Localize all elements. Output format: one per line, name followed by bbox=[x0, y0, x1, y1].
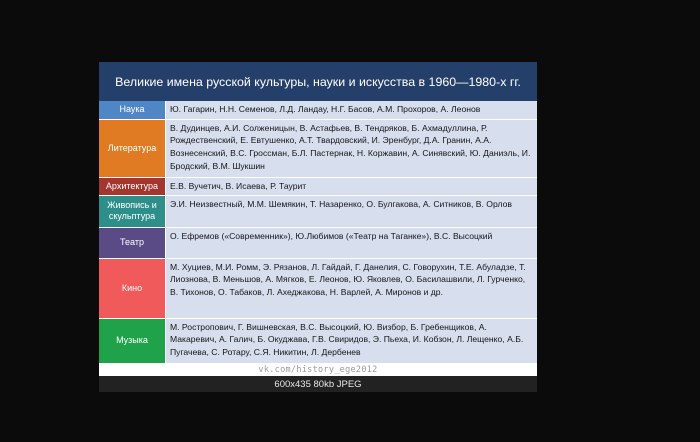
category-cell-theatre: Театр bbox=[99, 227, 166, 258]
category-cell-architecture: Архитектура bbox=[99, 177, 166, 195]
culture-table bbox=[99, 101, 537, 364]
image-info-bar: 600x435 80kb JPEG bbox=[99, 376, 537, 392]
category-cell-literature: Литература bbox=[99, 119, 166, 177]
names-cell: М. Хуциев, М.И. Ромм, Э. Рязанов, Л. Гайдай, Г. Данелия, С. Говорухин, Т.Е. Абуладзе, Т. Лиознова, В. Меньшов, А. Мягков, Е. Леонов, Ю. Яковлев, О. Басилашвили, Л. Гурченко, В. Тихонов, О. Табаков, Л. Ахеджакова, Н. Варлей, А. Миронов и др. bbox=[166, 258, 538, 318]
table-row bbox=[99, 227, 537, 258]
table-row bbox=[99, 119, 537, 177]
category-cell-cinema: Кино bbox=[99, 258, 166, 318]
table-row bbox=[99, 101, 537, 119]
names-cell: В. Дудинцев, А.И. Солженицын, В. Астафьев, В. Тендряков, Б. Ахмадуллина, Р. Рождественский, Е. Евтушенко, А.Т. Твардовский, И. Эренбург, Д.А. Гранин, А.А. Вознесенский, В.С. Гроссман, Б.Л. Пастернак, Н. Коржавин, А. Синявский, Ю. Даниэль, И. Бродский, В.М. Шукшин bbox=[166, 119, 538, 177]
category-cell-science: Наука bbox=[99, 101, 166, 119]
table-row bbox=[99, 258, 537, 318]
category-cell-painting-sculpture: Живопись и скульптура bbox=[99, 195, 166, 227]
slide-title: Великие имена русской культуры, науки и искусства в 1960—1980-х гг. bbox=[115, 74, 521, 89]
names-cell: Е.В. Вучетич, В. Исаева, Р. Таурит bbox=[166, 177, 538, 195]
category-cell-music: Музыка bbox=[99, 318, 166, 363]
watermark: vk.com/history_ege2012 bbox=[99, 364, 537, 377]
title-bar bbox=[99, 62, 537, 101]
names-cell: М. Ростропович, Г. Вишневская, В.С. Высоцкий, Ю. Визбор, Б. Гребенщиков, А. Макаревич, А. Галич, Б. Окуджава, Г.В. Свиридов, Э. Пьеха, И. Кобзон, Л. Лещенко, А.Б. Пугачева, С. Ротару, С.Я. Никитин, Л. Дербенев bbox=[166, 318, 538, 363]
table-row bbox=[99, 318, 537, 363]
table-row bbox=[99, 177, 537, 195]
slide bbox=[99, 62, 537, 392]
names-cell: Ю. Гагарин, Н.Н. Семенов, Л.Д. Ландау, Н.Г. Басов, А.М. Прохоров, А. Леонов bbox=[166, 101, 538, 119]
table-row bbox=[99, 195, 537, 227]
names-cell: Э.И. Неизвестный, М.М. Шемякин, Т. Назаренко, О. Булгакова, А. Ситников, В. Орлов bbox=[166, 195, 538, 227]
names-cell: О. Ефремов («Современник»), Ю.Любимов («Театр на Таганке»), В.С. Высоцкий bbox=[166, 227, 538, 258]
